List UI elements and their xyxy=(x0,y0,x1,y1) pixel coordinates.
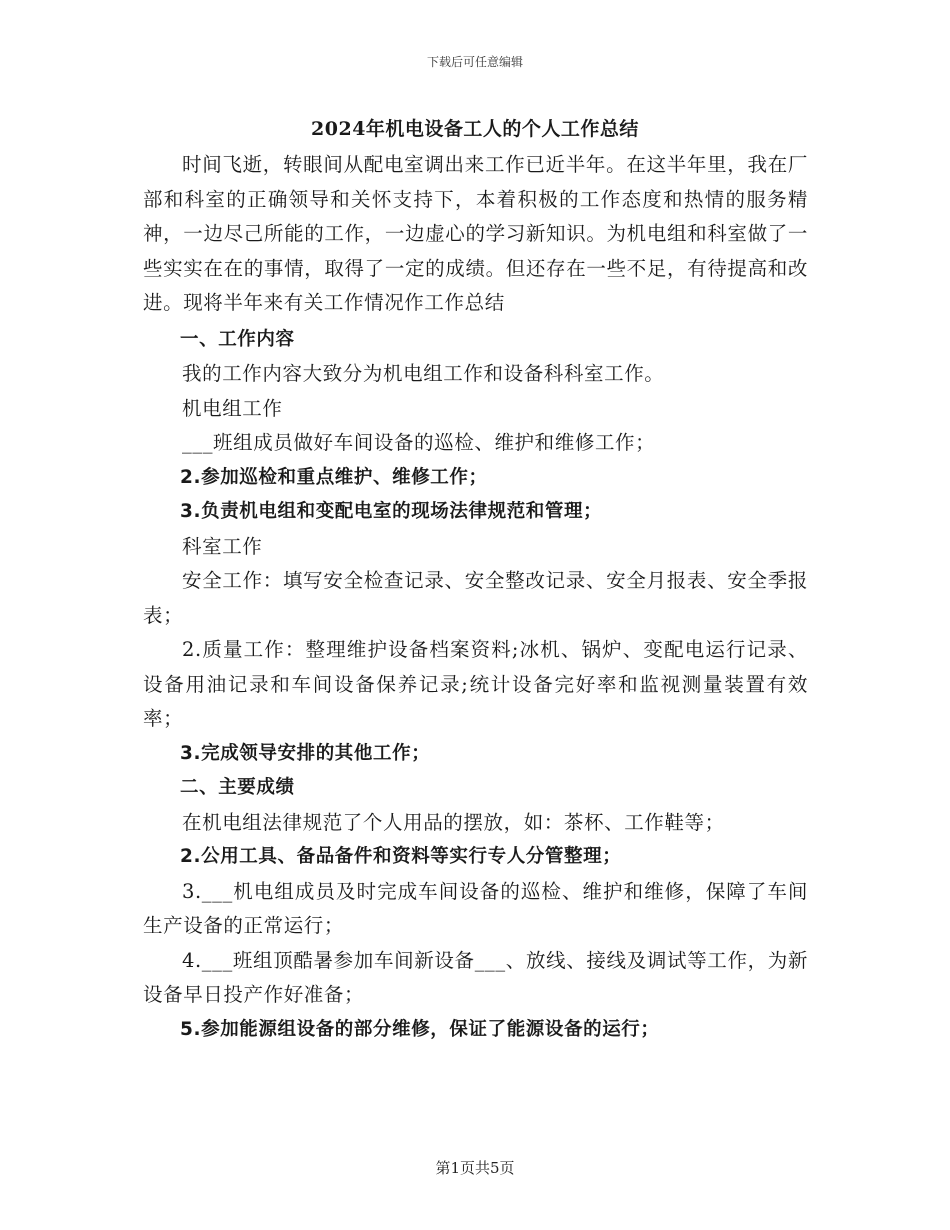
list-item: 2.质量工作：整理维护设备档案资料;冰机、锅炉、变配电运行记录、设备用油记录和车间设备保养记录;统计设备完好率和监视测量装置有效率； xyxy=(143,638,808,730)
list-item: 4.___班组顶酷暑参加车间新设备___、放线、接线及调试等工作，为新设备早日投产作好准备； xyxy=(143,948,808,1006)
list-item: 2.参加巡检和重点维护、维修工作； xyxy=(180,466,488,488)
paragraph: 我的工作内容大致分为机电组工作和设备科科室工作。 xyxy=(182,362,665,385)
list-item: 2.公用工具、备品备件和资料等实行专人分管整理； xyxy=(180,846,622,867)
section-heading-achievements: 二、主要成绩 xyxy=(180,777,295,798)
page-header: 下载后可任意编辑 xyxy=(426,55,523,69)
list-item: ___班组成员做好车间设备的巡检、维护和维修工作； xyxy=(182,431,656,454)
list-item: 3.完成领导安排的其他工作； xyxy=(180,742,431,764)
document-title: 2024年机电设备工人的个人工作总结 xyxy=(311,118,639,140)
section-heading-work-content: 一、工作内容 xyxy=(180,328,295,350)
subheading-mechanical-group: 机电组工作 xyxy=(182,396,283,420)
subheading-office-work: 科室工作 xyxy=(182,534,263,558)
list-item: 3.___机电组成员及时完成车间设备的巡检、维护和维修，保障了车间生产设备的正常运行； xyxy=(143,879,808,937)
paragraph-intro: 时间飞逝，转眼间从配电室调出来工作已近半年。在这半年里，我在厂部和科室的正确领导和关怀支持下，本着积极的工作态度和热情的服务精神，一边尽己所能的工作，一边虚心的学习新知识。为机电组和科室做了一些实实在在的事情，取得了一定的成绩。但还存在一些不足，有待提高和改进。现将半年来有关工作情况作工作总结 xyxy=(143,153,808,314)
list-item: 安全工作：填写安全检查记录、安全整改记录、安全月报表、安全季报表； xyxy=(143,569,808,627)
document-body xyxy=(143,148,808,1047)
list-item: 在机电组法律规范了个人用品的摆放，如：茶杯、工作鞋等； xyxy=(182,810,725,834)
page-footer: 第1页共5页 xyxy=(435,1159,515,1177)
list-item: 5.参加能源组设备的部分维修，保证了能源设备的运行； xyxy=(180,1018,660,1040)
list-item: 3.负责机电组和变配电室的现场法律规范和管理； xyxy=(180,501,603,522)
